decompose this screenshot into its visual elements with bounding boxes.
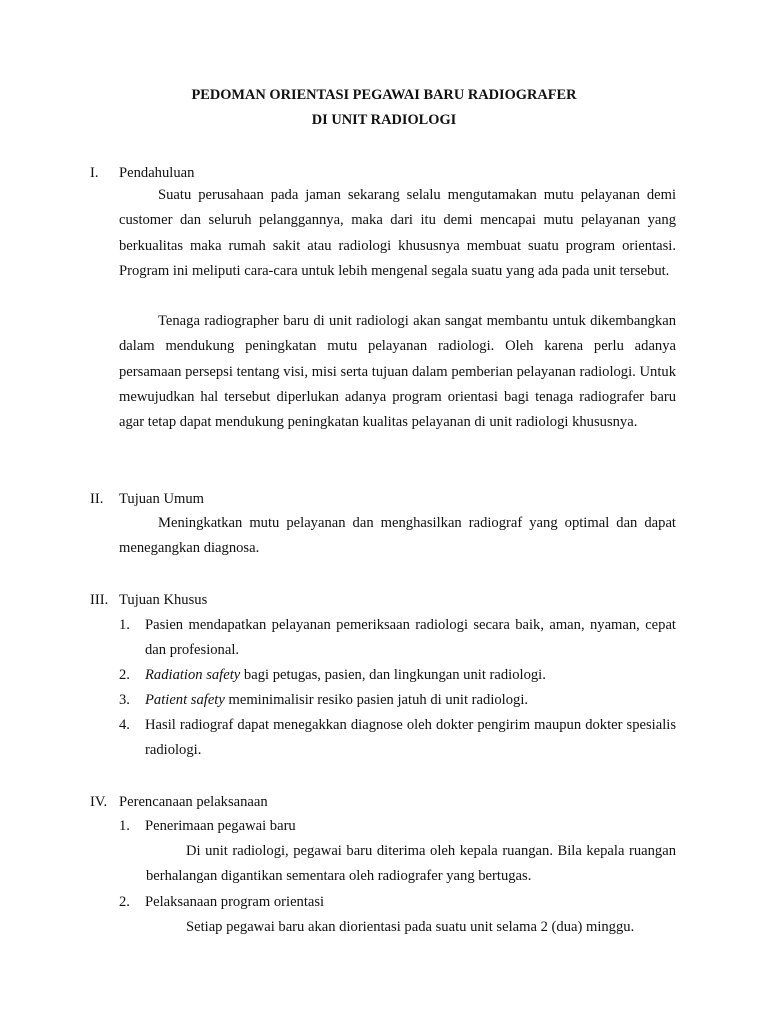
item-3-body: meminimalisir resiko pasien jatuh di unit radiologi.: [224, 692, 529, 708]
section-4-item-2-detail: Setiap pegawai baru akan diorientasi pada suatu unit selama 2 (dua) minggu.: [186, 919, 635, 935]
section-3-heading: Tujuan Khusus: [119, 592, 208, 608]
section-4-item-2-text: Pelaksanaan program orientasi: [145, 894, 325, 910]
section-3-item-4-text: [145, 713, 676, 764]
section-2-number: II.: [90, 491, 104, 507]
document-title-line2: DI UNIT RADIOLOGI: [311, 112, 457, 128]
section-4-item-1-number: 1.: [119, 818, 130, 834]
section-4-item-1-detail: Di unit radiologi, pegawai baru diterima oleh kepala ruangan. Bila kepala ruangan berhalangan digantikan sementara oleh radiografer yang bertugas.: [146, 843, 676, 885]
section-2-paragraph-1: Meningkatkan mutu pelayanan dan menghasilkan radiograf yang optimal dan dapat menegangkan diagnosa.: [119, 515, 676, 557]
section-4-item-1-text: Penerimaan pegawai baru: [145, 818, 296, 834]
item-4-body: Hasil radiograf dapat menegakkan diagnose oleh dokter pengirim maupun dokter spesialis radiologi.: [145, 717, 676, 759]
item-1-body: Pasien mendapatkan pelayanan pemeriksaan radiologi secara baik, aman, nyaman, cepat dan profesional.: [145, 617, 676, 659]
section-3-item-3-number: 3.: [119, 692, 130, 708]
section-2-heading: Tujuan Umum: [119, 491, 205, 507]
section-3-item-2-number: 2.: [119, 667, 130, 683]
section-1-heading: Pendahuluan: [119, 165, 195, 181]
section-1-paragraph-1: Suatu perusahaan pada jaman sekarang selalu mengutamakan mutu pelayanan demi customer dan seluruh pelanggannya, maka dari itu demi mencapai mutu pelayanan yang berkualitas maka rumah sakit atau radiologi khususnya membuat suatu program orientasi. Program ini meliputi cara-cara untuk lebih mengenal segala suatu yang ada pada unit tersebut.: [119, 187, 676, 279]
section-3-item-3-text: [145, 688, 676, 713]
section-3-item-1-number: 1.: [119, 617, 130, 633]
section-3-item-1-text: [145, 613, 676, 664]
section-3-item-2-text: [145, 663, 676, 688]
section-3-number: III.: [90, 592, 109, 608]
item-2-emphasis: Radiation safety: [145, 667, 241, 683]
item-3-emphasis: Patient safety: [145, 692, 225, 708]
section-4-item-2-number: 2.: [119, 894, 130, 910]
section-3-item-4-number: 4.: [119, 717, 130, 733]
document-title-line1: PEDOMAN ORIENTASI PEGAWAI BARU RADIOGRAFER: [191, 87, 577, 103]
section-4-number: IV.: [90, 794, 108, 810]
section-1-paragraph-2: Tenaga radiographer baru di unit radiologi akan sangat membantu untuk dikembangkan dalam mendukung peningkatan mutu pelayanan radiologi. Oleh karena perlu adanya persamaan persepsi tentang visi, misi serta tujuan dalam pemberian pelayanan radiologi. Untuk mewujudkan hal tersebut diperlukan adanya program orientasi bagi tenaga radiografer baru agar tetap dapat mendukung peningkatan kualitas pelayanan di unit radiologi khususnya.: [119, 313, 676, 431]
section-1-number: I.: [90, 165, 99, 181]
item-2-body: bagi petugas, pasien, dan lingkungan unit radiologi.: [240, 667, 546, 683]
section-4-heading: Perencanaan pelaksanaan: [119, 794, 268, 810]
